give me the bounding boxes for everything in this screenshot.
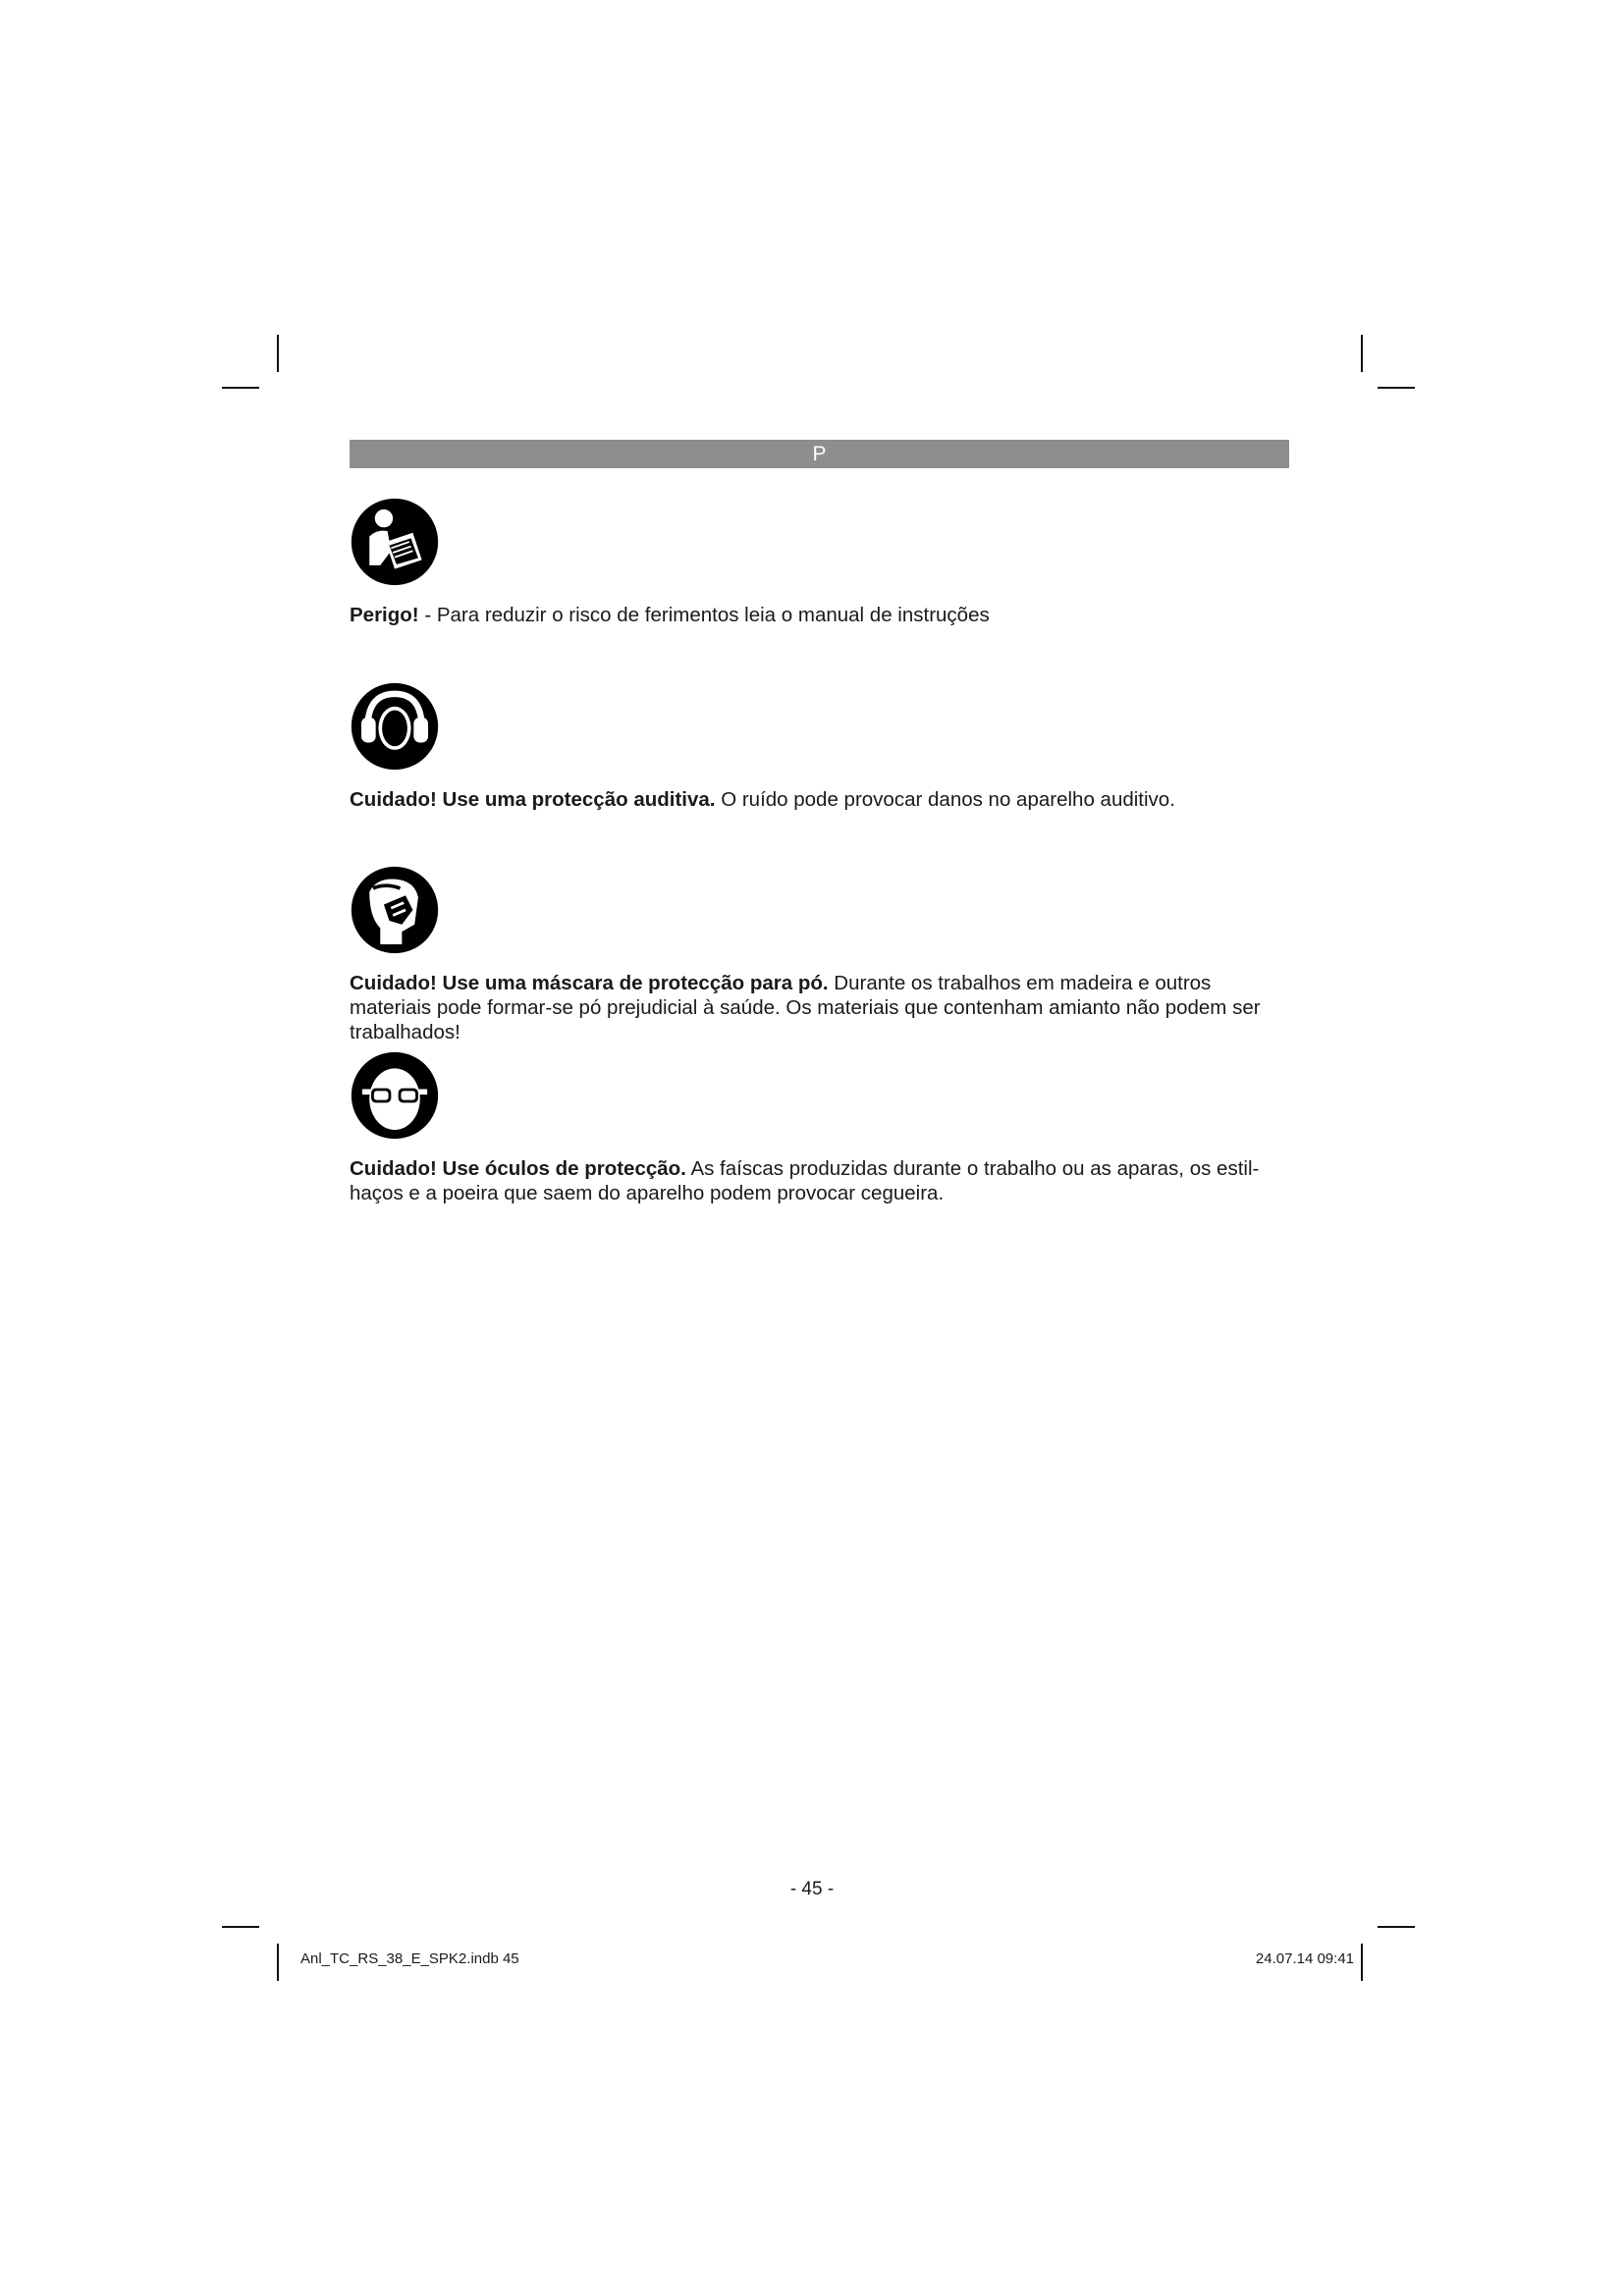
- read-manual-icon: [350, 497, 440, 587]
- crop-mark: [222, 387, 259, 389]
- language-header: P: [350, 440, 1289, 468]
- crop-mark: [1378, 387, 1415, 389]
- warning-text: Cuidado! Use uma protecção auditiva. O ruído pode provocar danos no aparelho auditivo.: [350, 788, 1175, 811]
- warning-safety-goggles: [350, 1050, 1292, 1205]
- warning-text: Cuidado! Use uma máscara de protecção para pó. Durante os trabalhos em madeira e outros materiais pode formar-se pó prejudicial à saúde. Os materiais que contenham amianto não podem ser trabalhados!: [350, 972, 1261, 1043]
- crop-mark: [1361, 1944, 1363, 1981]
- crop-mark: [1378, 1926, 1415, 1928]
- footer-datetime: 24.07.14 09:41: [1255, 1950, 1354, 1967]
- dust-mask-icon: [350, 865, 440, 955]
- warning-text: Perigo! - Para reduzir o risco de ferimentos leia o manual de instruções: [350, 604, 990, 626]
- warning-dust-mask: [350, 865, 1292, 1044]
- warning-read-manual: [350, 497, 1292, 627]
- warning-text: Cuidado! Use óculos de protecção. As faíscas produzidas durante o trabalho ou as aparas, os estil-haços e a poeira que saem do aparelho podem provocar cegueira.: [350, 1157, 1260, 1204]
- footer-filename: Anl_TC_RS_38_E_SPK2.indb 45: [300, 1950, 519, 1967]
- crop-mark: [277, 335, 279, 372]
- safety-goggles-icon: [350, 1050, 440, 1141]
- crop-mark: [277, 1944, 279, 1981]
- warning-ear-protection: [350, 681, 1292, 812]
- ear-protection-icon: [350, 681, 440, 772]
- crop-mark: [222, 1926, 259, 1928]
- crop-mark: [1361, 335, 1363, 372]
- page-number: - 45 -: [789, 1879, 835, 1899]
